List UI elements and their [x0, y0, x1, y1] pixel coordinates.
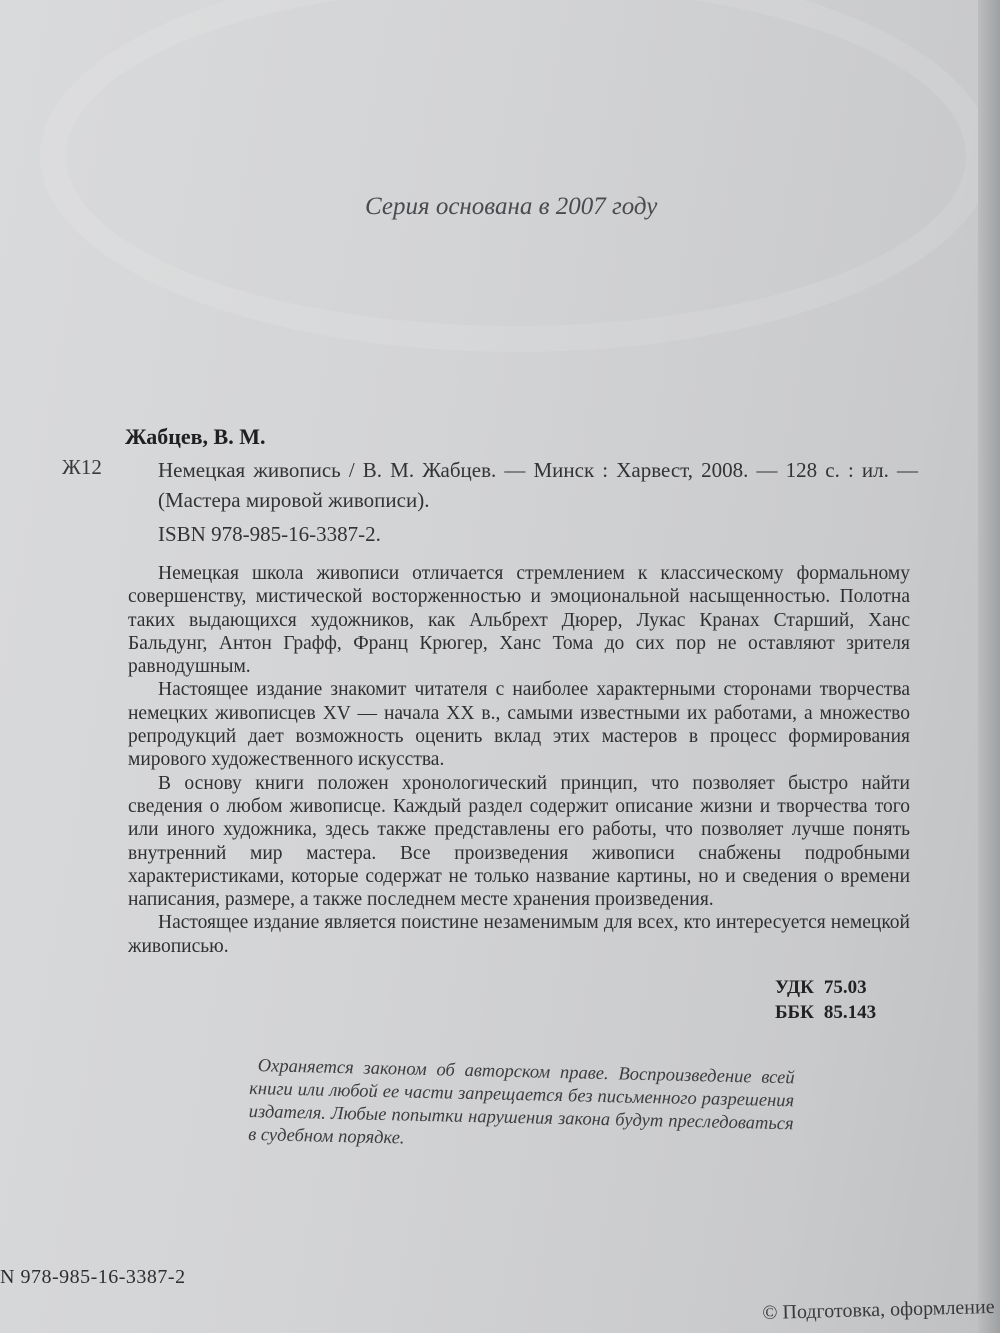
bbk-line	[775, 1000, 876, 1025]
page-edge-shadow	[978, 0, 1000, 1333]
footer-isbn: N 978-985-16-3387-2	[0, 1266, 186, 1288]
annotation	[128, 562, 910, 958]
footer-copyright: © Подготовка, оформление	[762, 1295, 995, 1324]
series-note: Серия основана в 2007 году	[365, 193, 658, 220]
annotation-paragraph: Настоящее издание является поистине незаменимым для всех, кто интересуется немецкой живописью.	[128, 912, 910, 957]
udc-label: УДК	[775, 977, 814, 998]
annotation-paragraph: В основу книги положен хронологический принцип, что позволяет быстро найти сведения о любом живописце. Каждый раздел содержит описание жизни и творчества того или иного художника, здесь также представлены его работы, что позволяет лучше понять внутренний мир мастера. Все произведения живописи снабжены подробными характеристиками, которые содержат не только название картины, но и сведения о времени написания, размере, а также последнем месте хранения произведения.	[128, 772, 910, 911]
bibliographic-entry: Немецкая живопись / В. М. Жабцев. — Минск : Харвест, 2008. — 128 с. : ил. — (Мастера мировой живописи).	[158, 458, 918, 512]
catalog-isbn: ISBN 978-985-16-3387-2.	[158, 522, 381, 546]
annotation-paragraph: Немецкая школа живописи отличается стремлением к классическому формальному совершенству, мистической восторженностью и эмоциональной насыщенностью. Полотна таких выдающихся художников, как Альбрехт Дюрер, Лукас Кранах Старший, Ханс Бальдунг, Антон Графф, Франц Крюгер, Ханс Тома до сих пор не оставляют зрителя равнодушным.	[128, 563, 910, 678]
show-through-logo	[40, 0, 992, 352]
bbk-value: 85.143	[823, 1002, 877, 1023]
bbk-label: ББК	[775, 1002, 814, 1023]
classification-codes	[775, 975, 876, 1025]
annotation-paragraph: Настоящее издание знакомит читателя с наиболее характерными сторонами творчества немецких живописцев XV — начала XX в., самыми известными их работами, а множество репродукций дает возможность оценить вклад этих мастеров в процесс формирования мирового художественного искусства.	[128, 679, 910, 771]
copyright-notice: Охраняется законом об авторском праве. Воспроизведение всей книги или любой ее части запрещается без письменного разрешения издателя. Любые попытки нарушения закона будут преследоваться в судебном порядке.	[247, 1056, 795, 1149]
udc-value: 75.03	[823, 977, 867, 998]
catalog-code: Ж12	[62, 455, 102, 479]
udc-line	[775, 975, 876, 1000]
catalog-author: Жабцев, В. М.	[125, 424, 266, 449]
